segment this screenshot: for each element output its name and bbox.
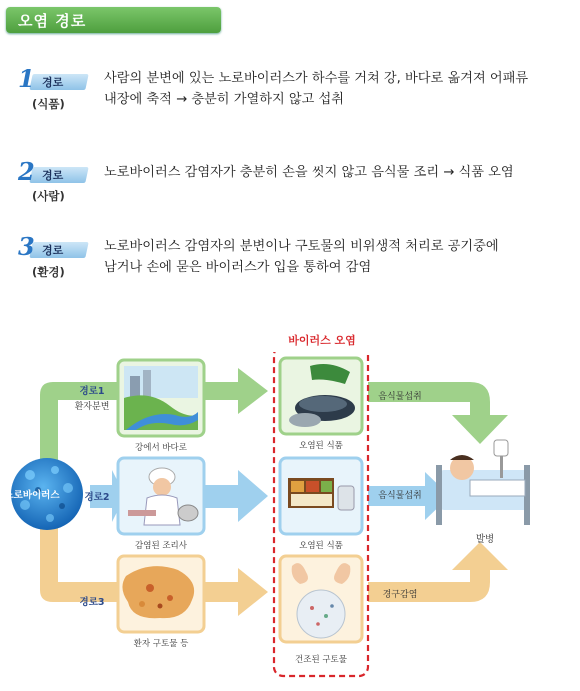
path-1-contaminated: 오염된 식품 [299, 441, 343, 451]
path-3-route: 경구감염 [382, 590, 418, 600]
path-3-arrow-stem [40, 525, 118, 602]
route-1-desc [104, 68, 528, 110]
path-1-route: 음식물섭취 [378, 392, 422, 402]
route-1-desc-line: 사람의 분변에 있는 노로바이러스가 하수를 거쳐 강, 바다로 옮겨져 어패류 [104, 71, 529, 86]
path-1-source: 강에서 바다로 [135, 443, 187, 453]
route-3-number: 3 [18, 232, 35, 261]
path-2-label: 경로2 [84, 492, 110, 503]
route-2-desc-line: 노로바이러스 감염자가 충분히 손을 씻지 않고 음식물 조리 → 식품 오염 [104, 165, 514, 180]
route-3-badge [18, 232, 88, 261]
path-2-source: 감염된 조리사 [135, 541, 187, 551]
route-3-desc [104, 236, 499, 278]
route-1-sub: (식품) [32, 97, 65, 111]
section-title-bar [6, 7, 221, 33]
path-3-contaminated: 건조된 구토물 [295, 655, 347, 665]
route-1-label: 경로 [42, 76, 64, 89]
path-3-source: 환자 구토물 등 [133, 639, 189, 649]
vomit-illustration [122, 566, 194, 618]
route-3-desc-line: 남거나 손에 묻은 바이러스가 입을 통하여 감염 [104, 260, 372, 275]
route-1-desc-line: 내장에 축적 → 충분히 가열하지 않고 섭취 [104, 92, 345, 107]
virus-contamination-label: 바이러스 오염 [288, 334, 356, 347]
path-3-label: 경로3 [79, 597, 105, 608]
route-3-sub: (환경) [32, 265, 65, 279]
section-title: 오염 경로 [18, 12, 87, 30]
river-to-sea-illustration [124, 366, 198, 430]
route-3-desc-line: 노로바이러스 감염자의 분변이나 구토물의 비위생적 처리로 공기중에 [104, 239, 499, 254]
path-1-arrow-mid [205, 368, 268, 414]
path-3-arrow-mid [205, 568, 268, 616]
path-1-sublabel: 환자분변 [74, 402, 110, 412]
route-2-badge [18, 157, 88, 186]
path-2-arrow-mid [205, 470, 268, 522]
route-2-desc [104, 162, 514, 183]
path-2-route: 음식물섭취 [378, 491, 422, 501]
route-2-label: 경로 [42, 169, 64, 182]
virus-label: 노로바이러스 [4, 490, 60, 501]
route-1-badge [18, 64, 88, 93]
path-2-contaminated: 오염된 식품 [299, 541, 343, 551]
patient-illustration [436, 440, 530, 525]
path-1-label: 경로1 [79, 386, 105, 397]
outcome-label: 발병 [475, 534, 495, 545]
route-2-number: 2 [18, 157, 35, 186]
route-1-number: 1 [18, 64, 35, 93]
route-2-sub: (사람) [32, 189, 65, 203]
contamination-flow-diagram [0, 320, 580, 691]
route-3-label: 경로 [42, 244, 64, 257]
